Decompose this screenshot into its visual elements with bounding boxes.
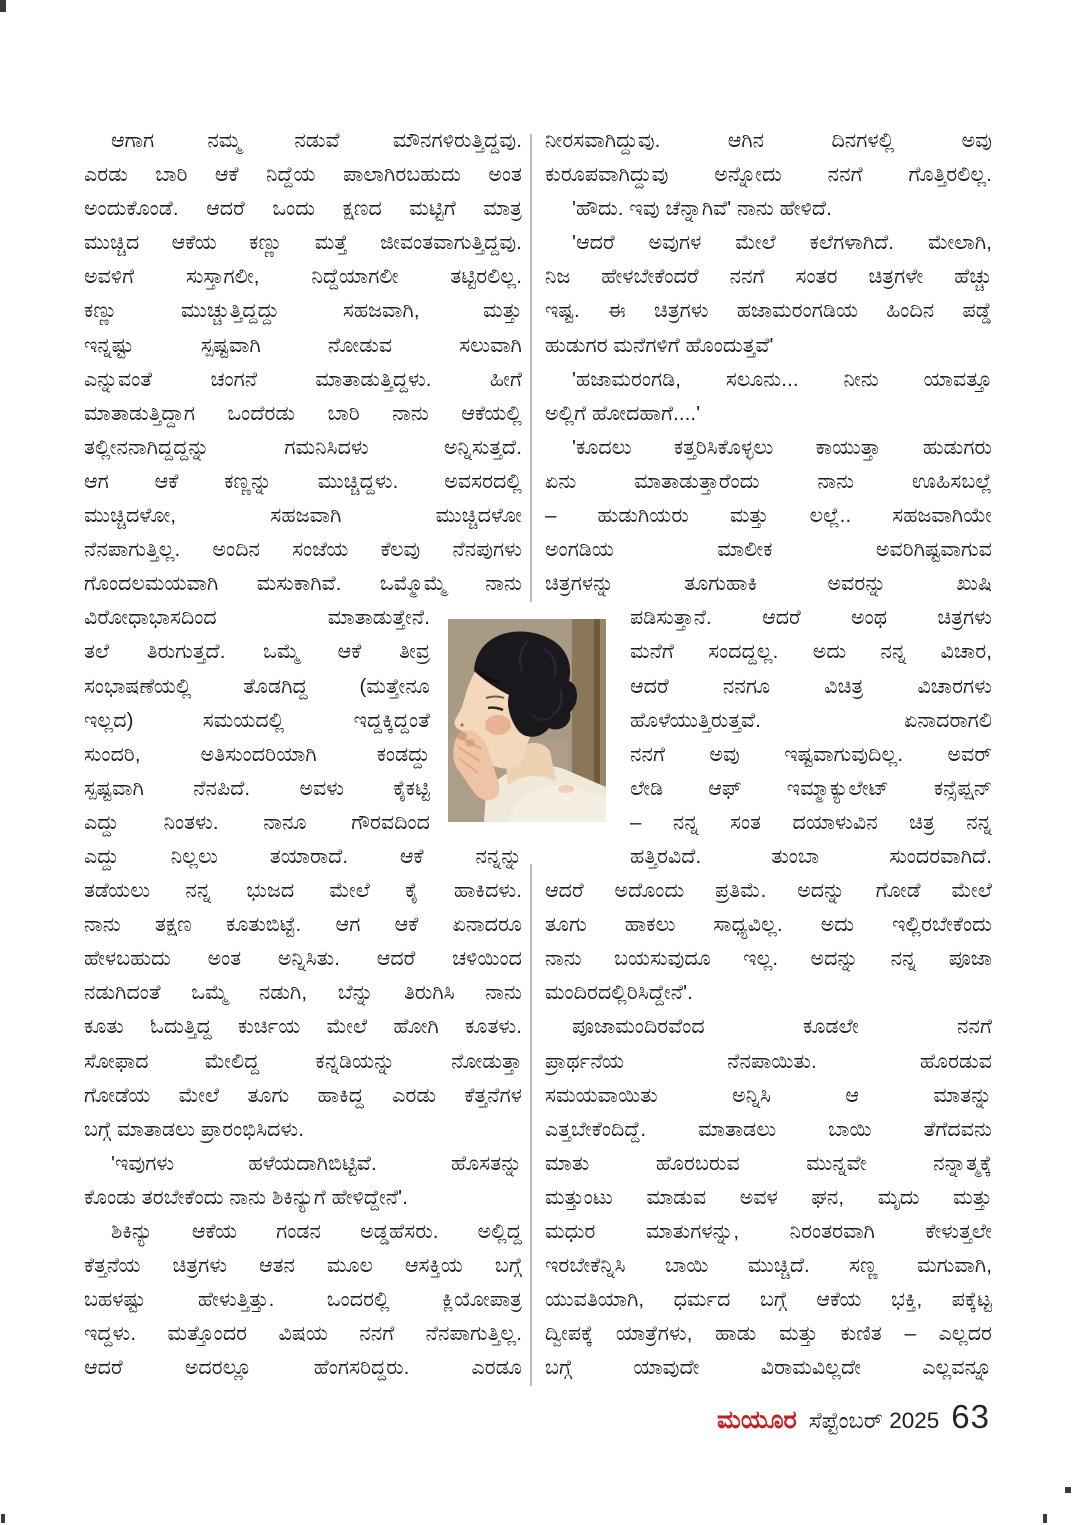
text-line: ನಿಜ ಹೇಳಬೇಕೆಂದರೆ ನನಗೆ ಸಂತರ ಚಿತ್ರಗಳೇ ಹೆಚ್ಚು — [545, 265, 992, 289]
text-line: ಇನ್ನಷ್ಟು ಸ್ಪಷ್ಟವಾಗಿ ನೋಡುವ ಸಲುವಾಗಿ — [84, 333, 522, 357]
text-line: ಮುಚ್ಚಿದಳೋ, ಸಹಜವಾಗಿ ಮುಚ್ಚಿದಳೋ — [84, 504, 522, 528]
registration-mark — [1065, 1487, 1071, 1493]
text-line: ಮಾತು ಹೊರಬರುವ ಮುನ್ನವೇ ನನ್ನಾತ್ಮಕ್ಕೆ — [545, 1151, 992, 1175]
issue-date: ಸೆಪ್ಟೆಂಬರ್ 2025 — [808, 1408, 940, 1433]
text-segment — [545, 124, 992, 601]
text-line: ಹತ್ತಿರವಿದೆ. ತುಂಬಾ ಸುಂದರವಾಗಿದೆ. — [630, 844, 992, 868]
text-line: ನಡುಗಿದಂತೆ ಒಮ್ಮೆ ನಡುಗಿ, ಬೆನ್ನು ತಿರುಗಿಸಿ ನಾನು — [84, 981, 522, 1005]
right-text-column — [545, 124, 992, 1385]
text-line: ನನಗೆ ಅವು ಇಷ್ಟವಾಗುವುದಿಲ್ಲ. ಅವರ್ — [630, 742, 992, 766]
text-line: ಎದ್ದು ನಿಂತಳು. ನಾನೂ ಗೌರವದಿಂದ — [84, 810, 430, 834]
text-line: ಮನೆಗೆ ಸಂದದ್ದಲ್ಲ. ಅದು ನನ್ನ ವಿಚಾರ, — [630, 640, 992, 664]
text-line: ಕಣ್ಣು ಮುಚ್ಚುತ್ತಿದ್ದದ್ದು ಸಹಜವಾಗಿ, ಮತ್ತು — [84, 299, 522, 323]
text-line: ಆದರೆ ನನಗೂ ವಿಚಿತ್ರ ವಿಚಾರಗಳು — [630, 674, 992, 698]
text-line: ತೂಗು ಹಾಕಲು ಸಾಧ್ಯವಿಲ್ಲ. ಅದು ಇಲ್ಲಿರಬೇಕೆಂದು — [545, 913, 992, 937]
text-line: ಕೊಂಡು ತರಬೇಕೆಂದು ನಾನು ಶಿಕಿನ್ಯುಗೆ ಹೇಳಿದ್ದೇನೆ'. — [84, 1185, 408, 1209]
text-line: ತಲೆ ತಿರುಗುತ್ತದೆ. ಒಮ್ಮೆ ಆಕೆ ತೀವ್ರ — [84, 640, 430, 664]
text-line: ಆದರೆ ಅದರಲ್ಲೂ ಹೆಂಗಸರಿದ್ದರು. ಎರಡೂ — [84, 1356, 522, 1380]
text-line: ಮಧುರ ಮಾತುಗಳನ್ನು, ನಿರಂತರವಾಗಿ ಕೇಳುತ್ತಲೇ — [545, 1220, 992, 1243]
text-line: ಎನ್ನುವಂತೆ ಚಂಗನೆ ಮಾತಾಡುತ್ತಿದ್ದಳು. ಹೀಗೆ — [84, 367, 522, 391]
text-line: ಕೆತ್ತನೆಯ ಚಿತ್ರಗಳು ಆತನ ಮೂಲ ಆಸಕ್ತಿಯ ಬಗ್ಗೆ — [84, 1254, 522, 1278]
text-line: ಆಗ ಆಕೆ ಕಣ್ಣನ್ನು ಮುಚ್ಚಿದ್ದಳು. ಅವಸರದಲ್ಲಿ — [84, 469, 522, 493]
woman-portrait-painting — [448, 619, 606, 822]
text-line: ವಿರೋಧಾಭಾಸದಿಂದ ಮಾತಾಡುತ್ತೇನೆ. — [84, 606, 430, 630]
text-segment — [545, 874, 992, 1385]
text-line: ಗೋಡೆಯ ಮೇಲೆ ತೂಗು ಹಾಕಿದ್ದ ಎರಡು ಕೆತ್ತನೆಗಳ — [84, 1083, 522, 1107]
text-line: ಸೋಫಾದ ಮೇಲಿದ್ದ ಕನ್ನಡಿಯನ್ನು ನೋಡುತ್ತಾ — [84, 1049, 522, 1073]
text-line: ಯುವತಿಯಾಗಿ, ಧರ್ಮದ ಬಗ್ಗೆ ಆಕೆಯ ಭಕ್ತಿ, ಪಕ್ಕೆಟ್ಟ — [545, 1288, 992, 1312]
text-line: ಮುಚ್ಚಿದ ಆಕೆಯ ಕಣ್ಣು ಮತ್ತೆ ಜೀವಂತವಾಗುತ್ತಿದ್ದವು. — [84, 231, 522, 255]
text-line: ಬಗ್ಗೆ ಯಾವುದೇ ವಿರಾಮವಿಲ್ಲದೇ ಎಲ್ಲವನ್ನೂ — [545, 1356, 992, 1380]
page-footer — [717, 1398, 990, 1436]
text-line: ಎತ್ತಬೇಕೆಂದಿದ್ದೆ. ಮಾತಾಡಲು ಬಾಯಿ ತೆಗೆದವನು — [545, 1117, 992, 1141]
text-line: ನೆನಪಾಗುತ್ತಿಲ್ಲ. ಅಂದಿನ ಸಂಜೆಯ ಕೆಲವು ನೆನಪುಗಳು — [84, 538, 522, 562]
text-line: ಪ್ರಾರ್ಥನೆಯ ನೆನಪಾಯಿತು. ಹೊರಡುವ — [545, 1049, 992, 1073]
text-line: ಬಗ್ಗೆ ಮಾತಾಡಲು ಪ್ರಾರಂಭಿಸಿದಳು. — [84, 1117, 304, 1141]
text-line: ಆಗಾಗ ನಮ್ಮ ನಡುವೆ ಮೌನಗಳಿರುತ್ತಿದ್ದವು. — [111, 129, 522, 152]
text-line: ನಾನು ಬಯಸುವುದೂ ಇಲ್ಲ. ಅದನ್ನು ನನ್ನ ಪೂಜಾ — [545, 947, 992, 971]
column-divider — [530, 134, 532, 602]
text-line: ಗೊಂದಲಮಯವಾಗಿ ಮಸುಕಾಗಿವೆ. ಒಮ್ಮೊಮ್ಮೆ ನಾನು — [84, 572, 522, 596]
text-line: ಸುಂದರಿ, ಅತಿಸುಂದರಿಯಾಗಿ ಕಂಡದ್ದು — [84, 742, 430, 766]
text-line: ಸ್ಪಷ್ಟವಾಗಿ ನೆನಪಿದೆ. ಅವಳು ಕೈಕಟ್ಟಿ — [84, 776, 430, 800]
registration-mark — [1043, 1514, 1047, 1523]
text-line: ಮಂದಿರದಲ್ಲಿರಿಸಿದ್ದೇನೆ'. — [545, 981, 693, 1005]
text-line: ಏನು ಮಾತಾಡುತ್ತಾರೆಂದು ನಾನು ಊಹಿಸಬಲ್ಲೆ — [545, 469, 992, 493]
registration-mark — [1, 1514, 5, 1523]
text-line: ಕೂತು ಓದುತ್ತಿದ್ದ ಕುರ್ಚಿಯ ಮೇಲೆ ಹೋಗಿ ಕೂತಳು. — [84, 1015, 522, 1039]
text-line: ತಲ್ಲೀನನಾಗಿದ್ದದ್ದನ್ನು ಗಮನಿಸಿದಳು ಅನ್ನಿಸುತ್ತದೆ. — [84, 435, 522, 459]
text-line: ನಾನು ತಕ್ಷಣ ಕೂತುಬಿಟ್ಟೆ. ಆಗ ಆಕೆ ಏನಾದರೂ — [84, 913, 522, 937]
text-segment — [84, 601, 430, 840]
page-number: 63 — [951, 1398, 990, 1435]
column-divider — [530, 864, 532, 1386]
text-line: ಹೊಳೆಯುತ್ತಿರುತ್ತವೆ. ಏನಾದರಾಗಲಿ — [630, 708, 992, 732]
text-line: ಅಂದುಕೊಂಡೆ. ಆದರೆ ಒಂದು ಕ್ಷಣದ ಮಟ್ಟಿಗೆ ಮಾತ್ರ — [84, 197, 522, 221]
text-line: ತಡೆಯಲು ನನ್ನ ಭುಜದ ಮೇಲೆ ಕೈ ಹಾಕಿದಳು. — [84, 879, 522, 903]
text-line: 'ಕೂದಲು ಕತ್ತರಿಸಿಕೊಳ್ಳಲು ಕಾಯುತ್ತಾ ಹುಡುಗರು — [572, 435, 992, 459]
text-line: – ಹುಡುಗಿಯರು ಮತ್ತು ಲಲ್ಲೆ.. ಸಹಜವಾಗಿಯೇ — [545, 504, 992, 528]
text-line: ಅಲ್ಲಿಗೆ ಹೋದಹಾಗೆ....' — [545, 401, 701, 425]
text-line: ಚಿತ್ರಗಳನ್ನು ತೂಗುಹಾಕಿ ಅವರನ್ನು ಖುಷಿ — [545, 572, 992, 596]
text-line: ಪೂಜಾಮಂದಿರವೆಂದ ಕೂಡಲೇ ನನಗೆ — [572, 1015, 992, 1039]
text-line: ಬಹಳಷ್ಟು ಹೇಳುತ್ತಿತ್ತು. ಒಂದರಲ್ಲಿ ಕ್ಲಿಯೋಪಾತ್ರ — [84, 1288, 522, 1312]
text-line: – ನನ್ನ ಸಂತ ದಯಾಳುವಿನ ಚಿತ್ರ ನನ್ನ — [630, 810, 992, 834]
text-line: ದ್ವೀಪಕ್ಕೆ ಯಾತ್ರೆಗಳು, ಹಾಡು ಮತ್ತು ಕುಣಿತ – ಎಲ್ಲದರ — [545, 1322, 992, 1346]
text-line: 'ಆದರೆ ಅವುಗಳ ಮೇಲೆ ಕಲೆಗಳಾಗಿದೆ. ಮೇಲಾಗಿ, — [572, 231, 992, 255]
text-line: ಆದರೆ ಅದೊಂದು ಪ್ರತಿಮೆ. ಅದನ್ನು ಗೋಡೆ ಮೇಲೆ — [545, 879, 992, 903]
text-line: ನೀರಸವಾಗಿದ್ದುವು. ಆಗಿನ ದಿನಗಳಲ್ಲಿ ಅವು — [545, 129, 992, 152]
text-line: ಇದ್ದಳು. ಮತ್ತೊಂದರ ವಿಷಯ ನನಗೆ ನೆನಪಾಗುತ್ತಿಲ್ಲ. — [84, 1322, 522, 1346]
text-line: ಲೇಡಿ ಆಫ್ ಇಮ್ಮಾಕ್ಯುಲೇಟ್ ಕನ್ಸೆಪ್ಷನ್ — [630, 776, 992, 800]
text-line: ಪಡಿಸುತ್ತಾನೆ. ಆದರೆ ಅಂಥ ಚಿತ್ರಗಳು — [630, 606, 992, 630]
text-line: ಇರಬೇಕೆನ್ನಿಸಿ ಬಾಯಿ ಮುಚ್ಚಿದೆ. ಸಣ್ಣ ಮಗುವಾಗಿ, — [545, 1254, 992, 1278]
text-segment — [84, 840, 522, 1386]
portrait-image — [448, 619, 606, 822]
text-line: ಹೇಳಬಹುದು ಅಂತ ಅನ್ನಿಸಿತು. ಆದರೆ ಚಳಿಯಿಂದ — [84, 947, 522, 971]
magazine-logo: ಮಯೂರ — [717, 1406, 797, 1434]
text-line: ಇಷ್ಟ. ಈ ಚಿತ್ರಗಳು ಹಜಾಮರಂಗಡಿಯ ಹಿಂದಿನ ಪಡ್ಡೆ — [545, 299, 992, 323]
text-line: ಮತ್ತುಂಟು ಮಾಡುವ ಅವಳ ಘನ, ಮೃದು ಮತ್ತು — [545, 1185, 992, 1209]
registration-mark — [0, 0, 6, 12]
text-line: ಎದ್ದು ನಿಲ್ಲಲು ತಯಾರಾದೆ. ಆಕೆ ನನ್ನನ್ನು — [84, 844, 522, 868]
text-segment — [630, 601, 992, 874]
text-line: ಹುಡುಗರ ಮನೆಗಳಿಗೆ ಹೊಂದುತ್ತವೆ' — [545, 333, 774, 357]
text-line: ಅವಳಿಗೆ ಸುಸ್ತಾಗಲೀ, ನಿದ್ದೆಯಾಗಲೀ ತಟ್ಟಿರಲಿಲ್ಲ. — [84, 265, 522, 289]
text-line: ಸಮಯವಾಯಿತು ಅನ್ನಿಸಿ ಆ ಮಾತನ್ನು — [545, 1083, 992, 1107]
text-line: ಕುರೂಪವಾಗಿದ್ದುವು ಅನ್ನೋದು ನನಗೆ ಗೊತ್ತಿರಲಿಲ್ಲ. — [545, 163, 992, 187]
text-line: 'ಹೌದು. ಇವು ಚೆನ್ನಾಗಿವೆ' ನಾನು ಹೇಳಿದೆ. — [572, 197, 832, 221]
text-segment — [84, 124, 522, 601]
text-line: ಸಂಭಾಷಣೆಯಲ್ಲಿ ತೊಡಗಿದ್ದ (ಮತ್ತೇನೂ — [84, 674, 430, 698]
text-line: ಅಂಗಡಿಯ ಮಾಲೀಕ ಅವರಿಗಿಷ್ಟವಾಗುವ — [545, 538, 992, 562]
text-line: ಇಲ್ಲದ) ಸಮಯದಲ್ಲಿ ಇದ್ದಕ್ಕಿದ್ದಂತೆ — [84, 708, 430, 732]
text-line: ಎರಡು ಬಾರಿ ಆಕೆ ನಿದ್ದೆಯ ಪಾಲಾಗಿರಬಹುದು ಅಂತ — [84, 163, 522, 187]
text-line: 'ಹಜಾಮರಂಗಡಿ, ಸಲೂನು... ನೀನು ಯಾವತ್ತೂ — [572, 367, 992, 391]
text-line: 'ಇವುಗಳು ಹಳೆಯದಾಗಿಬಿಟ್ಟಿವೆ. ಹೊಸತನ್ನು — [111, 1151, 522, 1175]
text-line: ಶಿಕಿನ್ಯು ಆಕೆಯ ಗಂಡನ ಅಡ್ಡಹೆಸರು. ಅಲ್ಲಿದ್ದ — [111, 1220, 522, 1243]
text-line: ಮಾತಾಡುತ್ತಿದ್ದಾಗ ಒಂದೆರಡು ಬಾರಿ ನಾನು ಆಕೆಯಲ್ಲಿ — [84, 401, 522, 425]
